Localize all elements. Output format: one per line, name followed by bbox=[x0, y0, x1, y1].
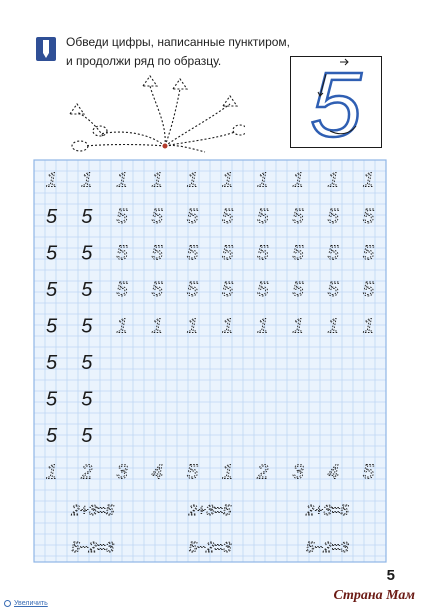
grid-digit: 5 bbox=[81, 242, 93, 265]
grid-digit: 1 bbox=[151, 169, 163, 192]
sample-digit: 5 bbox=[310, 56, 362, 148]
grid-digit: 1 bbox=[151, 315, 163, 338]
grid-digit: 5 bbox=[81, 205, 93, 228]
grid-digit: 2+3=5 bbox=[71, 502, 114, 520]
grid-digit: 5 bbox=[362, 242, 374, 265]
grid-digit: 5 bbox=[46, 242, 58, 265]
grid-digit: 2 bbox=[81, 461, 93, 484]
grid-digit: 5 bbox=[116, 205, 128, 228]
grid-digit: 5 bbox=[46, 425, 58, 448]
grid-digit: 1 bbox=[186, 315, 198, 338]
grid-digit: 1 bbox=[116, 315, 128, 338]
grid-digit: 5 bbox=[81, 352, 93, 375]
grid-digit: 5 bbox=[257, 278, 269, 301]
grid-digit: 5 bbox=[46, 388, 58, 411]
grid-digit: 1 bbox=[186, 169, 198, 192]
grid-digit: 5 bbox=[327, 242, 339, 265]
grid-digit: 3 bbox=[116, 461, 128, 484]
zoom-link-label: Увеличить bbox=[14, 600, 48, 607]
grid-digit: 1 bbox=[257, 315, 269, 338]
grid-digit: 1 bbox=[327, 315, 339, 338]
grid-digit: 1 bbox=[46, 169, 58, 192]
grid-digit: 5 bbox=[46, 315, 58, 338]
instruction-line-2: и продолжи ряд по образцу. bbox=[66, 54, 222, 68]
watermark: Страна Мам bbox=[333, 588, 415, 603]
grid-digit: 5 bbox=[292, 205, 304, 228]
grid-digit: 5 bbox=[222, 242, 234, 265]
grid-digit: 5 bbox=[292, 242, 304, 265]
grid-digit: 5 bbox=[292, 278, 304, 301]
grid-digit: 5 bbox=[257, 242, 269, 265]
grid-digit: 3 bbox=[292, 461, 304, 484]
grid-digit: 1 bbox=[222, 461, 234, 484]
grid-digit: 5−2=3 bbox=[306, 538, 349, 556]
grid-digit: 1 bbox=[257, 169, 269, 192]
grid-digit: 5 bbox=[81, 278, 93, 301]
grid-digit: 1 bbox=[292, 315, 304, 338]
grid-digit: 5 bbox=[186, 242, 198, 265]
grid-digit: 1 bbox=[222, 315, 234, 338]
grid-digit: 1 bbox=[116, 169, 128, 192]
grid-digit: 5 bbox=[222, 278, 234, 301]
grid-digit: 5 bbox=[362, 278, 374, 301]
grid-digit: 1 bbox=[362, 315, 374, 338]
grid-digit: 5 bbox=[81, 425, 93, 448]
grid-digit: 5 bbox=[46, 278, 58, 301]
grid-digit: 5−2=3 bbox=[188, 538, 232, 556]
grid-digit: 5 bbox=[151, 205, 163, 228]
grid-digit: 1 bbox=[362, 169, 374, 192]
grid-digit: 1 bbox=[222, 169, 234, 192]
grid-digit: 5 bbox=[257, 205, 269, 228]
grid-digit: 5 bbox=[46, 205, 58, 228]
grid-digit: 2+3=5 bbox=[306, 502, 349, 520]
grid-digit: 5−2=3 bbox=[71, 538, 114, 556]
grid-digit: 5 bbox=[151, 278, 163, 301]
grid-digit: 1 bbox=[327, 169, 339, 192]
instruction-line-1: Обведи цифры, написанные пунктиром, bbox=[66, 35, 291, 49]
grid-digit: 5 bbox=[186, 461, 198, 484]
grid-digit: 5 bbox=[186, 278, 198, 301]
grid-digit: 5 bbox=[81, 388, 93, 411]
grid-digit: 5 bbox=[222, 205, 234, 228]
magnifier-icon bbox=[4, 600, 11, 607]
grid-digit: 5 bbox=[46, 352, 58, 375]
grid-digit: 5 bbox=[116, 242, 128, 265]
page-number: 5 bbox=[386, 567, 395, 584]
grid-digit: 5 bbox=[362, 205, 374, 228]
grid-digit: 2 bbox=[257, 461, 269, 484]
grid-digit: 1 bbox=[292, 169, 304, 192]
grid-digit: 1 bbox=[81, 169, 93, 192]
grid-digit: 5 bbox=[116, 278, 128, 301]
grid-digit: 5 bbox=[151, 242, 163, 265]
grid-digit: 1 bbox=[46, 461, 58, 484]
grid-digit: 5 bbox=[327, 205, 339, 228]
grid-digit: 5 bbox=[327, 278, 339, 301]
grid-digit: 5 bbox=[81, 315, 93, 338]
grid-digit: 5 bbox=[362, 461, 374, 484]
grid-digit: 2+3=5 bbox=[188, 502, 232, 520]
grid-digit: 4 bbox=[327, 461, 339, 484]
grid-digit: 5 bbox=[186, 205, 198, 228]
zoom-link[interactable] bbox=[4, 600, 48, 607]
grid-digit: 4 bbox=[151, 461, 163, 484]
